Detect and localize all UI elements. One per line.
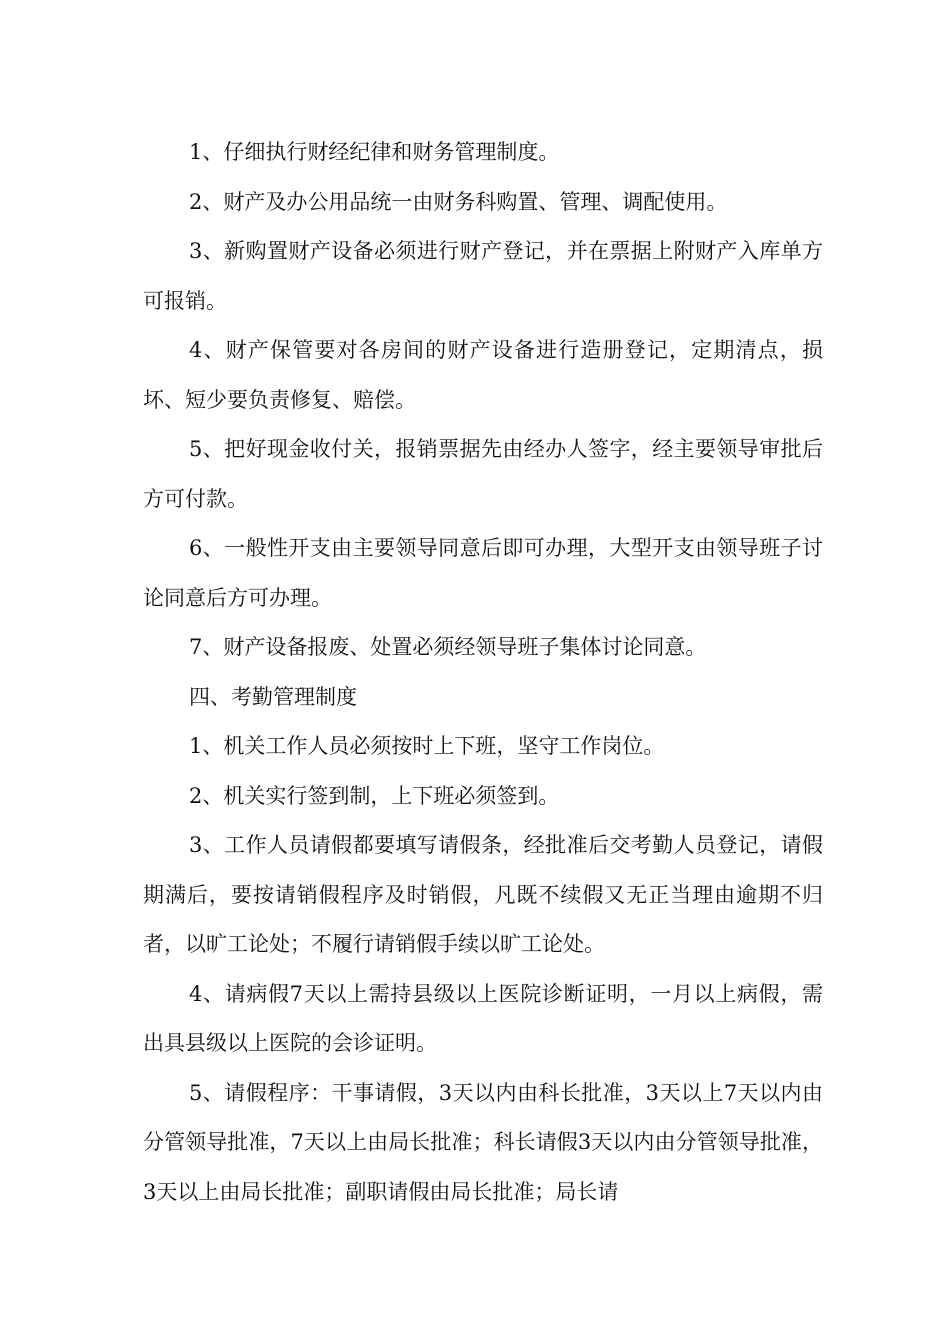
document-body [143, 128, 823, 1217]
paragraph-attendance-rule-2: 2、机关实行签到制，上下班必须签到。 [189, 783, 560, 808]
paragraph-finance-rule-3: 3、新购置财产设备必须进行财产登记，并在票据上附财产入库单方可报销。 [143, 239, 823, 313]
paragraph-finance-rule-7: 7、财产设备报废、处置必须经领导班子集体讨论同意。 [189, 635, 707, 659]
section-heading-attendance: 四、考勤管理制度 [189, 684, 357, 709]
paragraph-attendance-rule-5: 5、请假程序：干事请假，3天以内由科长批准，3天以上7天以内由分管领导批准，7天以上由局长批准；科长请假3天以内由分管领导批准，3天以上由局长批准；副职请假由局长批准；局长请 [143, 1080, 823, 1204]
paragraph-attendance-rule-3: 3、工作人员请假都要填写请假条，经批准后交考勤人员登记，请假期满后，要按请销假程序及时销假，凡既不续假又无正当理由逾期不归者，以旷工论处；不履行请销假手续以旷工论处。 [143, 833, 823, 956]
paragraph-attendance-rule-1: 1、机关工作人员必须按时上下班，坚守工作岗位。 [189, 734, 665, 758]
paragraph-finance-rule-5: 5、把好现金收付关，报销票据先由经办人签字，经主要领导审批后方可付款。 [143, 437, 823, 511]
paragraph-finance-rule-1: 1、仔细执行财经纪律和财务管理制度。 [189, 140, 560, 164]
paragraph-attendance-rule-4: 4、请病假7天以上需持县级以上医院诊断证明，一月以上病假，需出具县级以上医院的会诊证明。 [143, 981, 823, 1055]
paragraph-finance-rule-2: 2、财产及办公用品统一由财务科购置、管理、调配使用。 [189, 189, 728, 214]
paragraph-finance-rule-6: 6、一般性开支由主要领导同意后即可办理，大型开支由领导班子讨论同意后方可办理。 [143, 536, 823, 610]
paragraph-finance-rule-4: 4、财产保管要对各房间的财产设备进行造册登记，定期清点，损坏、短少要负责修复、赔偿。 [143, 338, 823, 412]
